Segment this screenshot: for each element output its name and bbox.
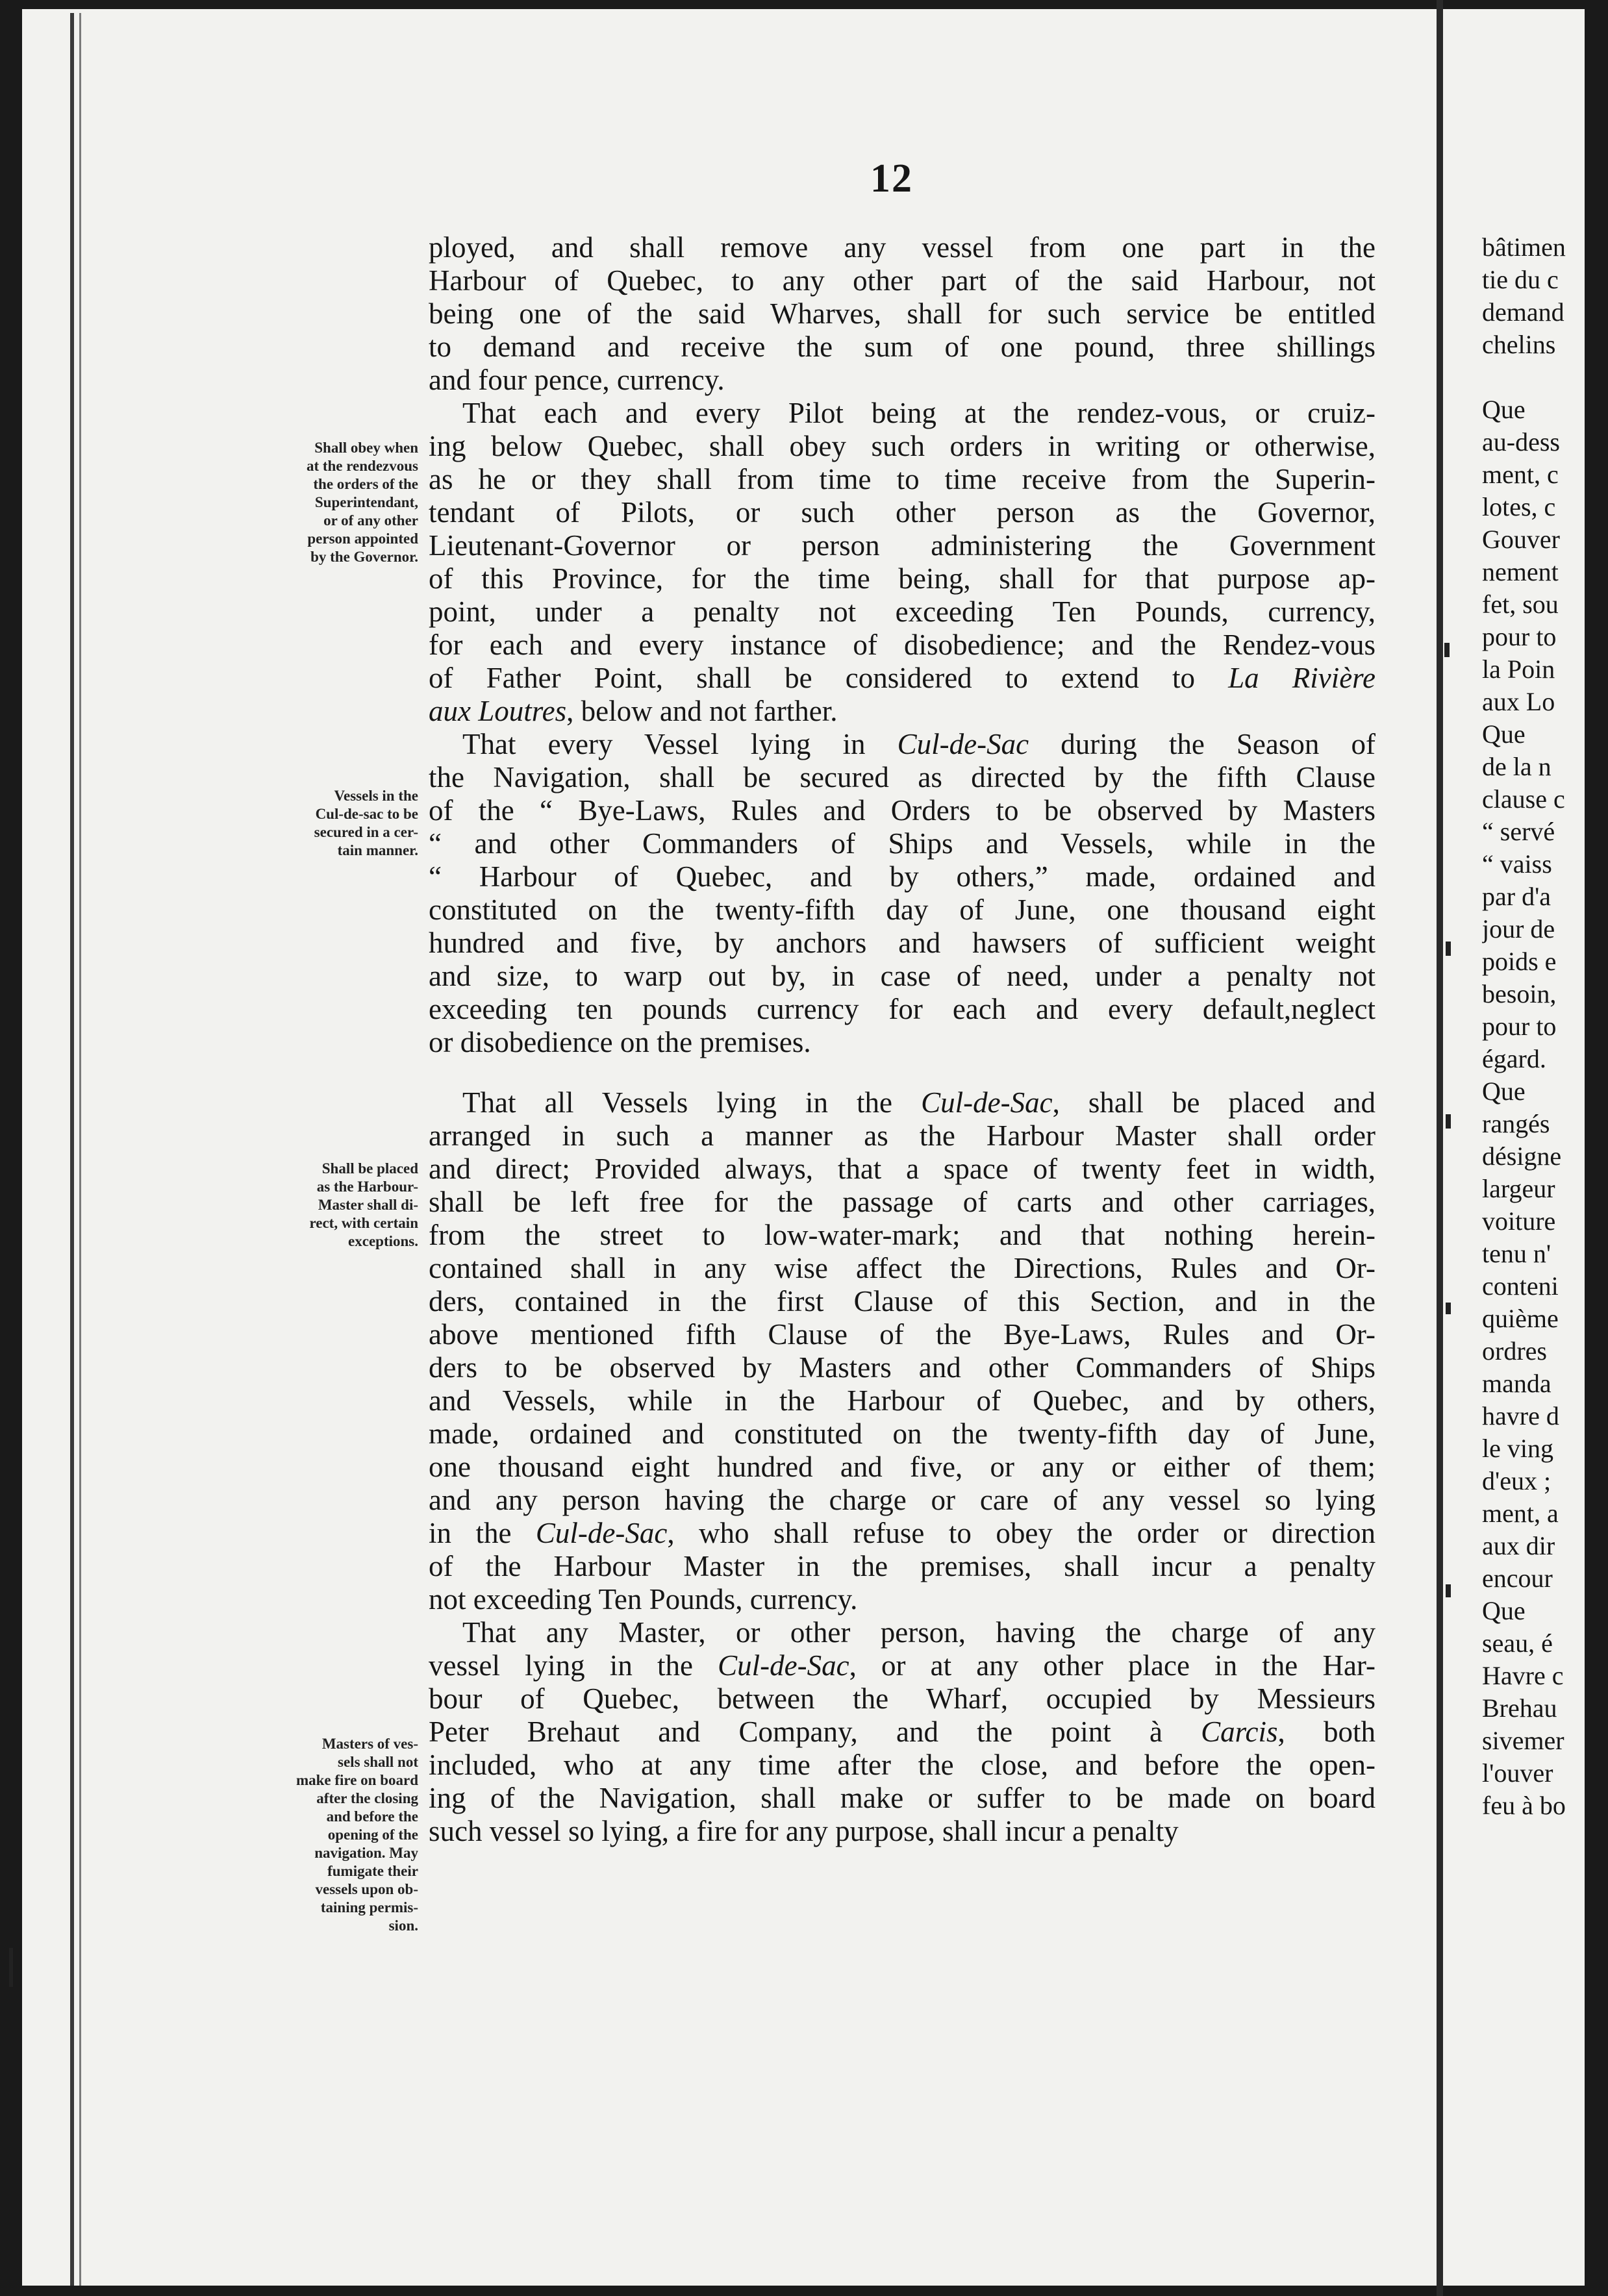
facing-page-line: Que [1482, 1596, 1526, 1625]
text-line: or disobedience on the premises. [429, 1026, 811, 1058]
scan-border-right [1585, 0, 1608, 2296]
scan-mark [1446, 942, 1451, 956]
margin-note-line: after the closing [316, 1790, 418, 1806]
facing-page-line: au-dess [1482, 427, 1560, 456]
text-line: hundred and five, by anchors and hawsers of sufficient weight [429, 927, 1376, 959]
margin-note-placement [248, 1160, 418, 1251]
margin-note-line: secured in a cer- [314, 824, 418, 840]
facing-page-line: “ vaiss [1482, 849, 1552, 879]
paragraph-gap [429, 1059, 1376, 1086]
text-line: included, who at any time after the close, and before the open- [429, 1749, 1376, 1781]
facing-page-line: tie du c [1482, 265, 1559, 294]
text-line: of Father Point, shall be considered to extend to La Rivière [429, 662, 1376, 694]
text-line: aux Loutres, below and not farther. [429, 695, 838, 727]
facing-page-line: chelins [1482, 330, 1556, 359]
facing-page-line: Brehau [1482, 1693, 1557, 1723]
facing-page-line: quième [1482, 1304, 1559, 1333]
text-line: Harbour of Quebec, to any other part of the said Harbour, not [429, 264, 1376, 297]
text-line: as he or they shall from time to time receive from the Superin- [429, 463, 1376, 495]
text-line: and direct; Provided always, that a space of twenty feet in width, [429, 1153, 1376, 1185]
text-line: of the Harbour Master in the premises, shall incur a penalty [429, 1550, 1376, 1582]
margin-note-line: Vessels in the [334, 788, 418, 804]
facing-page-line: voiture [1482, 1206, 1556, 1236]
text-line: bour of Quebec, between the Wharf, occupied by Messieurs [429, 1682, 1376, 1715]
margin-note-line: taining permis- [320, 1899, 418, 1915]
margin-note-line: at the rendezvous [306, 458, 418, 474]
margin-note-line: exceptions. [348, 1233, 418, 1249]
facing-page-line: conteni [1482, 1271, 1559, 1301]
text-line: contained shall in any wise affect the Directions, Rules and Or- [429, 1252, 1376, 1284]
text-line: ing of the Navigation, shall make or suffer to be made on board [429, 1782, 1376, 1814]
text-line: made, ordained and constituted on the twenty-fifth day of June, [429, 1417, 1376, 1450]
text-line: point, under a penalty not exceeding Ten Pounds, currency, [429, 595, 1376, 628]
margin-note-line: Master shall di- [318, 1197, 418, 1213]
scan-mark [1446, 1584, 1451, 1597]
facing-page-line [1482, 361, 1586, 393]
facing-page-line: d'eux ; [1482, 1466, 1551, 1495]
margin-note-line: rect, with certain [309, 1215, 418, 1231]
facing-page-line: bâtimen [1482, 232, 1566, 262]
margin-note-line: Shall be placed [321, 1160, 418, 1177]
text-line: from the street to low-water-mark; and that nothing herein- [429, 1219, 1376, 1251]
facing-page-line: la Poin [1482, 655, 1555, 684]
text-line: being one of the said Wharves, shall for such service be entitled [429, 297, 1376, 330]
facing-page-line: feu à bo [1482, 1791, 1566, 1820]
text-line: and four pence, currency. [429, 364, 725, 396]
text-line: and size, to warp out by, in case of need, under a penalty not [429, 960, 1376, 992]
margin-note-pilots [248, 439, 418, 566]
scan-mark [9, 1948, 13, 1987]
margin-note-line: Cul-de-sac to be [315, 806, 418, 822]
margin-note-line: Superintendant, [314, 494, 418, 510]
facing-page-line: jour de [1482, 914, 1555, 943]
scan-border-top [0, 0, 1608, 9]
text-line: “ and other Commanders of Ships and Vessels, while in the [429, 827, 1376, 860]
facing-page-line: aux Lo [1482, 687, 1555, 716]
facing-page-line: ordres [1482, 1336, 1547, 1366]
text-line: of this Province, for the time being, shall for that purpose ap- [429, 562, 1376, 595]
text-line: constituted on the twenty-fifth day of June, one thousand eight [429, 893, 1376, 926]
paragraph [429, 1086, 1376, 1616]
margin-note-line: opening of the [327, 1827, 418, 1843]
scan-mark [1446, 1303, 1451, 1314]
facing-page-line: ment, a [1482, 1499, 1559, 1528]
page-number: 12 [870, 156, 913, 201]
facing-page-line: tenu n' [1482, 1239, 1551, 1268]
margin-note-line: make fire on board [295, 1772, 418, 1788]
facing-page-line: Havre c [1482, 1661, 1564, 1690]
text-line: ders to be observed by Masters and other Commanders of Ships [429, 1351, 1376, 1384]
facing-page-line: lotes, c [1482, 492, 1556, 521]
text-line: the Navigation, shall be secured as directed by the fifth Clause [429, 761, 1376, 793]
text-line: vessel lying in the Cul-de-Sac, or at any other place in the Har- [429, 1649, 1376, 1682]
text-line: such vessel so lying, a fire for any purpose, shall incur a penalty [429, 1815, 1179, 1847]
text-line: and Vessels, while in the Harbour of Quebec, and by others, [429, 1384, 1376, 1417]
facing-page-line: demand [1482, 297, 1564, 327]
margin-note-line: navigation. May [314, 1845, 418, 1861]
text-line: for each and every instance of disobedience; and the Rendez-vous [429, 629, 1376, 661]
text-line: ders, contained in the first Clause of this Section, and in the [429, 1285, 1376, 1317]
scan-mark [1444, 643, 1450, 657]
margin-note-line: or of any other [323, 512, 418, 529]
text-line: Lieutenant-Governor or person administering the Government [429, 529, 1376, 562]
text-line: tendant of Pilots, or such other person as the Governor, [429, 496, 1376, 529]
main-text-column [429, 231, 1376, 1848]
margin-note-line: Shall obey when [314, 440, 418, 456]
margin-note-line: sels shall not [338, 1754, 418, 1770]
text-line: shall be left free for the passage of carts and other carriages, [429, 1186, 1376, 1218]
text-line: above mentioned fifth Clause of the Bye-Laws, Rules and Or- [429, 1318, 1376, 1351]
facing-page-line: clause c [1482, 784, 1565, 814]
margin-note-fire-on-board [248, 1735, 418, 1935]
facing-page-line: désigne [1482, 1142, 1562, 1171]
text-line: to demand and receive the sum of one pound, three shillings [429, 331, 1376, 363]
text-line: not exceeding Ten Pounds, currency. [429, 1583, 858, 1616]
facing-page-line: rangés [1482, 1109, 1550, 1138]
facing-page-line: égard. [1482, 1044, 1546, 1073]
margin-note-line: Masters of ves- [321, 1736, 418, 1752]
facing-page-line: havre d [1482, 1401, 1559, 1430]
page-edge-line [70, 13, 74, 2286]
facing-page-line: pour to [1482, 622, 1557, 651]
facing-page-line: par d'a [1482, 882, 1551, 911]
facing-page-line: Que [1482, 1077, 1526, 1106]
facing-page-line: Que [1482, 719, 1526, 749]
scan-border-bottom [0, 2286, 1608, 2296]
text-line: one thousand eight hundred and five, or any or either of them; [429, 1451, 1376, 1483]
facing-page-line: “ servé [1482, 817, 1555, 846]
margin-note-vessels-secured [248, 787, 418, 860]
text-line: That all Vessels lying in the Cul-de-Sac, shall be placed and [462, 1086, 1376, 1119]
text-line: Peter Brehaut and Company, and the point à Carcis, both [429, 1716, 1376, 1748]
margin-note-line: vessels upon ob- [315, 1881, 418, 1897]
facing-page-line: pour to [1482, 1012, 1557, 1041]
page-edge-line-faint [79, 13, 81, 2286]
text-line: ployed, and shall remove any vessel from one part in the [429, 231, 1376, 264]
facing-page-line: de la n [1482, 752, 1551, 781]
margin-note-line: tain manner. [337, 842, 418, 858]
margin-note-line: by the Governor. [310, 549, 418, 565]
text-line: That every Vessel lying in Cul-de-Sac during the Season of [462, 728, 1376, 760]
facing-page-line: le ving [1482, 1434, 1553, 1463]
text-line: exceeding ten pounds currency for each and every default,neglect [429, 993, 1376, 1025]
facing-page-line: ment, c [1482, 460, 1559, 489]
margin-note-line: sion. [388, 1917, 418, 1934]
paragraph [429, 728, 1376, 1059]
margin-note-line: person appointed [307, 530, 418, 547]
facing-page-line: sivemer [1482, 1726, 1564, 1755]
paragraph [429, 231, 1376, 397]
facing-page-line: Que [1482, 395, 1526, 424]
margin-note-line: as the Harbour- [316, 1179, 418, 1195]
margin-note-line: and before the [326, 1808, 418, 1825]
facing-page-line: manda [1482, 1369, 1551, 1398]
facing-page-line: seau, é [1482, 1628, 1553, 1658]
facing-page-line: l'ouver [1482, 1758, 1553, 1788]
facing-page-line: fet, sou [1482, 590, 1559, 619]
facing-page-line: poids e [1482, 947, 1557, 976]
book-gutter [1437, 0, 1443, 2296]
facing-page-fragment [1482, 231, 1586, 1822]
facing-page-line: nement [1482, 557, 1559, 586]
text-line: ing below Quebec, shall obey such orders in writing or otherwise, [429, 430, 1376, 462]
paragraph [429, 397, 1376, 728]
margin-note-line: the orders of the [313, 476, 418, 492]
text-line: “ Harbour of Quebec, and by others,” made, ordained and [429, 860, 1376, 893]
margin-note-line: fumigate their [327, 1863, 418, 1879]
paragraph [429, 1616, 1376, 1848]
text-line: and any person having the charge or care of any vessel so lying [429, 1484, 1376, 1516]
facing-page-line: Gouver [1482, 525, 1560, 554]
facing-page-line: largeur [1482, 1174, 1555, 1203]
scan-mark [1446, 1114, 1451, 1129]
facing-page-line: aux dir [1482, 1531, 1555, 1560]
facing-page-line: besoin, [1482, 979, 1557, 1008]
text-line: That any Master, or other person, having the charge of any [462, 1616, 1376, 1649]
text-line: of the “ Bye-Laws, Rules and Orders to be observed by Masters [429, 794, 1376, 827]
text-line: That each and every Pilot being at the rendez-vous, or cruiz- [462, 397, 1376, 429]
text-line: in the Cul-de-Sac, who shall refuse to obey the order or direction [429, 1517, 1376, 1549]
text-line: arranged in such a manner as the Harbour Master shall order [429, 1119, 1376, 1152]
facing-page-line: encour [1482, 1564, 1553, 1593]
